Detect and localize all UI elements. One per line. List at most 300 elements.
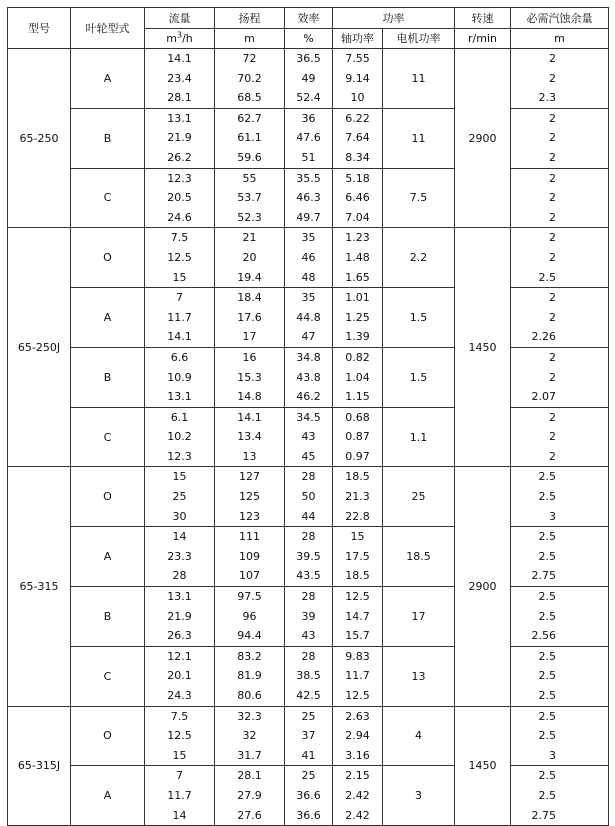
npsh-cell-value: 2: [549, 430, 556, 444]
shaft-power-cell-value: 15: [350, 530, 365, 544]
head-cell-value: 19.4: [237, 270, 262, 284]
npsh-cell-value: 2: [549, 449, 556, 463]
head-cell-value: 15.3: [237, 370, 262, 384]
npsh-cell-value: 2: [549, 350, 556, 364]
head-cell-value: 20: [242, 250, 257, 264]
table-row: [8, 108, 609, 168]
head-cell-value: 27.9: [237, 788, 262, 802]
flow-cell-value: 14: [172, 808, 187, 822]
motor-power-cell: 1.5: [383, 288, 455, 348]
npsh-cell-value: 3: [549, 509, 556, 523]
shaft-power-cell-value: 8.34: [345, 150, 370, 164]
shaft-power-cell-value: 6.46: [345, 191, 370, 205]
shaft-power-cell-value: 2.42: [345, 808, 370, 822]
npsh-cell-value: 2.5: [538, 530, 556, 544]
shaft-power-cell-value: 7.04: [345, 210, 370, 224]
motor-power-cell: 7.5: [383, 168, 455, 228]
head-cell-value: 72: [242, 52, 257, 65]
shaft-power-cell-value: 1.15: [345, 390, 370, 404]
flow-cell: [145, 587, 215, 647]
npsh-cell-value: 3: [549, 748, 556, 762]
header-efficiency-unit: %: [285, 28, 333, 49]
flow-cell-value: 7: [176, 291, 183, 305]
shaft-power-cell-value: 5.18: [345, 171, 370, 185]
flow-cell: [145, 407, 215, 467]
header-model: 型号: [8, 8, 71, 49]
shaft-power-cell: [333, 228, 383, 288]
efficiency-cell-value: 34.8: [296, 350, 321, 364]
efficiency-cell-value: 48: [301, 270, 316, 284]
speed-cell: 1450: [455, 706, 511, 826]
npsh-cell-value: 2: [549, 150, 556, 164]
head-cell: [215, 347, 285, 407]
shaft-power-cell-value: 2.63: [345, 709, 370, 723]
npsh-cell-value: 2.5: [538, 788, 556, 802]
npsh-cell-value: 2.07: [531, 390, 556, 404]
flow-cell-value: 13.1: [167, 390, 192, 404]
head-cell-value: 32.3: [237, 709, 262, 723]
impeller-type-cell: A: [71, 49, 145, 109]
motor-power-cell: 1.1: [383, 407, 455, 467]
flow-cell-value: 14: [172, 530, 187, 544]
motor-power-cell: 11: [383, 108, 455, 168]
efficiency-cell-value: 25: [301, 769, 316, 783]
head-cell: [215, 587, 285, 647]
flow-cell-value: 10.2: [167, 430, 192, 444]
flow-cell-value: 24.6: [167, 210, 192, 224]
header-efficiency: 效率: [285, 8, 333, 29]
shaft-power-cell: [333, 706, 383, 766]
model-cell: 65-250: [8, 49, 71, 228]
head-cell-value: 83.2: [237, 649, 262, 663]
flow-cell-value: 6.1: [170, 410, 189, 424]
shaft-power-cell-value: 1.23: [345, 231, 370, 245]
motor-power-cell: 18.5: [383, 527, 455, 587]
flow-cell-value: 12.1: [167, 649, 192, 663]
impeller-type-cell: O: [71, 706, 145, 766]
table-row: [8, 49, 609, 109]
impeller-type-cell: B: [71, 587, 145, 647]
flow-cell: [145, 228, 215, 288]
efficiency-cell: [285, 228, 333, 288]
npsh-cell-value: 2: [549, 71, 556, 85]
efficiency-cell-value: 39: [301, 609, 316, 623]
header-head-unit: m: [215, 28, 285, 49]
efficiency-cell-value: 51: [301, 150, 316, 164]
flow-cell-value: 20.5: [167, 191, 192, 205]
flow-cell-value: 7: [176, 769, 183, 783]
head-cell-value: 17: [242, 330, 257, 344]
head-cell-value: 111: [239, 530, 260, 544]
table-row: [8, 706, 609, 766]
header-npsh-unit: m: [511, 28, 609, 49]
shaft-power-cell-value: 2.15: [345, 769, 370, 783]
npsh-cell-value: 2.75: [531, 808, 556, 822]
head-cell-value: 127: [239, 470, 260, 484]
efficiency-cell: [285, 347, 333, 407]
npsh-cell-value: 2.26: [531, 330, 556, 344]
efficiency-cell-value: 34.5: [296, 410, 321, 424]
npsh-cell-value: 2: [549, 231, 556, 245]
table-row: [8, 646, 609, 706]
flow-cell: [145, 646, 215, 706]
npsh-cell: [511, 228, 609, 288]
shaft-power-cell-value: 6.22: [345, 111, 370, 125]
efficiency-cell-value: 35.5: [296, 171, 321, 185]
shaft-power-cell-value: 1.01: [345, 291, 370, 305]
npsh-cell-value: 2.5: [538, 590, 556, 604]
efficiency-cell-value: 36.6: [296, 788, 321, 802]
npsh-cell-value: 2.5: [538, 649, 556, 663]
efficiency-cell-value: 28: [301, 590, 316, 604]
impeller-type-cell: A: [71, 288, 145, 348]
flow-cell-value: 12.3: [167, 171, 192, 185]
motor-power-cell: 1.5: [383, 347, 455, 407]
shaft-power-cell-value: 12.5: [345, 689, 370, 702]
efficiency-cell-value: 45: [301, 449, 316, 463]
impeller-type-cell: A: [71, 766, 145, 826]
efficiency-cell: [285, 108, 333, 168]
flow-cell-value: 7.5: [170, 231, 189, 245]
motor-power-cell: 13: [383, 646, 455, 706]
efficiency-cell: [285, 49, 333, 109]
npsh-cell: [511, 766, 609, 826]
efficiency-cell-value: 43: [301, 629, 316, 643]
flow-cell-value: 11.7: [167, 788, 192, 802]
flow-cell-value: 14.1: [167, 330, 192, 344]
shaft-power-cell-value: 17.5: [345, 549, 370, 563]
head-cell-value: 21: [242, 231, 257, 245]
head-cell-value: 81.9: [237, 669, 262, 683]
flow-cell: [145, 347, 215, 407]
head-cell: [215, 706, 285, 766]
head-cell: [215, 646, 285, 706]
flow-cell-value: 20.1: [167, 669, 192, 683]
header-shaft-power: 轴功率: [333, 28, 383, 49]
head-cell-value: 32: [242, 729, 257, 743]
header-head: 扬程: [215, 8, 285, 29]
npsh-cell: [511, 587, 609, 647]
head-cell-value: 80.6: [237, 689, 262, 702]
efficiency-cell-value: 44.8: [296, 310, 321, 324]
shaft-power-cell-value: 0.68: [345, 410, 370, 424]
npsh-cell-value: 2.5: [538, 689, 556, 702]
head-cell-value: 13.4: [237, 430, 262, 444]
efficiency-cell: [285, 288, 333, 348]
efficiency-cell-value: 46: [301, 250, 316, 264]
shaft-power-cell-value: 1.48: [345, 250, 370, 264]
head-cell: [215, 288, 285, 348]
flow-cell: [145, 168, 215, 228]
flow-cell: [145, 527, 215, 587]
head-cell-value: 52.3: [237, 210, 262, 224]
flow-cell: [145, 288, 215, 348]
efficiency-cell-value: 41: [301, 748, 316, 762]
table-row: [8, 766, 609, 826]
motor-power-cell: 4: [383, 706, 455, 766]
npsh-cell-value: 2: [549, 111, 556, 125]
header-impeller: 叶轮型式: [71, 8, 145, 49]
speed-cell: 1450: [455, 228, 511, 467]
flow-cell-value: 25: [172, 490, 187, 504]
efficiency-cell-value: 43.5: [296, 569, 321, 583]
shaft-power-cell-value: 9.14: [345, 71, 370, 85]
motor-power-cell: 3: [383, 766, 455, 826]
efficiency-cell-value: 47: [301, 330, 316, 344]
shaft-power-cell-value: 10: [350, 91, 365, 105]
flow-cell-value: 13.1: [167, 111, 192, 125]
table-row: [8, 467, 609, 527]
header-speed: 转速: [455, 8, 511, 29]
header-npsh: 必需汽蚀余量: [511, 8, 609, 29]
motor-power-cell: 25: [383, 467, 455, 527]
flow-cell-value: 12.5: [167, 250, 192, 264]
shaft-power-cell: [333, 467, 383, 527]
npsh-cell-value: 2: [549, 52, 556, 65]
shaft-power-cell-value: 1.04: [345, 370, 370, 384]
efficiency-cell-value: 37: [301, 729, 316, 743]
model-cell: 65-250J: [8, 228, 71, 467]
shaft-power-cell-value: 1.65: [345, 270, 370, 284]
head-cell-value: 27.6: [237, 808, 262, 822]
speed-cell: 2900: [455, 49, 511, 228]
motor-power-cell: 2.2: [383, 228, 455, 288]
flow-cell-value: 7.5: [170, 709, 189, 723]
flow-cell-value: 28: [172, 569, 187, 583]
efficiency-cell: [285, 706, 333, 766]
head-cell-value: 28.1: [237, 769, 262, 783]
npsh-cell-value: 2.5: [538, 769, 556, 783]
efficiency-cell-value: 35: [301, 291, 316, 305]
npsh-cell-value: 2.56: [531, 629, 556, 643]
head-cell-value: 17.6: [237, 310, 262, 324]
npsh-cell-value: 2.5: [538, 729, 556, 743]
npsh-cell: [511, 49, 609, 109]
header-flow-unit: $m^3/h$: [145, 28, 215, 49]
shaft-power-cell: [333, 646, 383, 706]
head-cell-value: 16: [242, 350, 257, 364]
head-cell-value: 70.2: [237, 71, 262, 85]
efficiency-cell-value: 25: [301, 709, 316, 723]
flow-cell: [145, 49, 215, 109]
npsh-cell-value: 2.3: [538, 91, 556, 105]
shaft-power-cell-value: 0.82: [345, 350, 370, 364]
impeller-type-cell: C: [71, 168, 145, 228]
shaft-power-cell-value: 7.55: [345, 52, 370, 65]
efficiency-cell: [285, 467, 333, 527]
head-cell-value: 55: [242, 171, 257, 185]
flow-cell-value: 24.3: [167, 689, 192, 702]
head-cell: [215, 527, 285, 587]
npsh-cell-value: 2: [549, 210, 556, 224]
flow-cell-value: 21.9: [167, 131, 192, 145]
npsh-cell: [511, 168, 609, 228]
head-cell-value: 97.5: [237, 590, 262, 604]
head-cell-value: 61.1: [237, 131, 262, 145]
head-cell: [215, 168, 285, 228]
flow-cell-value: 13.1: [167, 590, 192, 604]
shaft-power-cell-value: 1.25: [345, 310, 370, 324]
npsh-cell: [511, 407, 609, 467]
head-cell-value: 53.7: [237, 191, 262, 205]
flow-cell-value: 23.3: [167, 549, 192, 563]
efficiency-cell-value: 49: [301, 71, 316, 85]
flow-cell-value: 28.1: [167, 91, 192, 105]
flow-cell-value: 15: [172, 470, 187, 484]
model-cell: 65-315: [8, 467, 71, 706]
efficiency-cell-value: 38.5: [296, 669, 321, 683]
efficiency-cell-value: 52.4: [296, 91, 321, 105]
efficiency-cell-value: 39.5: [296, 549, 321, 563]
motor-power-cell: 17: [383, 587, 455, 647]
shaft-power-cell-value: 18.5: [345, 470, 370, 484]
head-cell-value: 14.8: [237, 390, 262, 404]
head-cell-value: 125: [239, 490, 260, 504]
shaft-power-cell: [333, 527, 383, 587]
efficiency-cell-value: 49.7: [296, 210, 321, 224]
shaft-power-cell-value: 2.42: [345, 788, 370, 802]
efficiency-cell-value: 36.5: [296, 52, 321, 65]
shaft-power-cell-value: 3.16: [345, 748, 370, 762]
npsh-cell-value: 2: [549, 250, 556, 264]
header-motor-power: 电机功率: [383, 28, 455, 49]
motor-power-cell: 11: [383, 49, 455, 109]
table-row: [8, 527, 609, 587]
shaft-power-cell-value: 21.3: [345, 490, 370, 504]
shaft-power-cell-value: 18.5: [345, 569, 370, 583]
flow-cell: [145, 706, 215, 766]
table-row: [8, 288, 609, 348]
impeller-type-cell: B: [71, 108, 145, 168]
flow-cell: [145, 467, 215, 527]
header-power: 功率: [333, 8, 455, 29]
efficiency-cell-value: 28: [301, 530, 316, 544]
impeller-type-cell: C: [71, 646, 145, 706]
efficiency-cell-value: 46.2: [296, 390, 321, 404]
impeller-type-cell: A: [71, 527, 145, 587]
table-row: [8, 587, 609, 647]
flow-cell-value: 6.6: [170, 350, 189, 364]
table-row: [8, 168, 609, 228]
shaft-power-cell-value: 1.39: [345, 330, 370, 344]
npsh-cell-value: 2.5: [538, 470, 556, 484]
efficiency-cell-value: 43.8: [296, 370, 321, 384]
flow-cell-value: 15: [172, 748, 187, 762]
head-cell-value: 31.7: [237, 748, 262, 762]
efficiency-cell-value: 35: [301, 231, 316, 245]
shaft-power-cell-value: 12.5: [345, 590, 370, 604]
efficiency-cell: [285, 527, 333, 587]
npsh-cell-value: 2: [549, 410, 556, 424]
flow-cell-value: 11.7: [167, 310, 192, 324]
efficiency-cell: [285, 168, 333, 228]
flow-cell-value: 12.5: [167, 729, 192, 743]
flow-cell-value: 26.2: [167, 150, 192, 164]
flow-cell-value: 15: [172, 270, 187, 284]
header-flow: 流量: [145, 8, 215, 29]
npsh-cell-value: 2.5: [538, 609, 556, 623]
speed-cell: 2900: [455, 467, 511, 706]
efficiency-cell-value: 46.3: [296, 191, 321, 205]
npsh-cell-value: 2.5: [538, 270, 556, 284]
flow-cell-value: 26.3: [167, 629, 192, 643]
shaft-power-cell-value: 22.8: [345, 509, 370, 523]
head-cell: [215, 49, 285, 109]
efficiency-cell-value: 42.5: [296, 689, 321, 702]
efficiency-cell: [285, 587, 333, 647]
table-header: [8, 8, 609, 49]
efficiency-cell-value: 43: [301, 430, 316, 444]
efficiency-cell-value: 36.6: [296, 808, 321, 822]
shaft-power-cell: [333, 49, 383, 109]
table-row: [8, 228, 609, 288]
flow-cell: [145, 766, 215, 826]
pump-performance-table: [7, 7, 609, 826]
efficiency-cell: [285, 407, 333, 467]
npsh-cell-value: 2: [549, 291, 556, 305]
npsh-cell: [511, 646, 609, 706]
pump-performance-table-container: [7, 7, 608, 826]
npsh-cell-value: 2: [549, 191, 556, 205]
flow-cell-value: 23.4: [167, 71, 192, 85]
npsh-cell: [511, 108, 609, 168]
npsh-cell-value: 2.5: [538, 709, 556, 723]
shaft-power-cell-value: 15.7: [345, 629, 370, 643]
head-cell-value: 96: [242, 609, 257, 623]
head-cell-value: 94.4: [237, 629, 262, 643]
efficiency-cell: [285, 646, 333, 706]
shaft-power-cell: [333, 108, 383, 168]
efficiency-cell-value: 28: [301, 649, 316, 663]
flow-cell-value: 30: [172, 509, 187, 523]
npsh-cell-value: 2.75: [531, 569, 556, 583]
head-cell-value: 62.7: [237, 111, 262, 125]
npsh-cell-value: 2: [549, 310, 556, 324]
npsh-cell-value: 2: [549, 171, 556, 185]
shaft-power-cell-value: 0.87: [345, 430, 370, 444]
head-cell-value: 107: [239, 569, 260, 583]
npsh-cell-value: 2: [549, 370, 556, 384]
shaft-power-cell-value: 9.83: [345, 649, 370, 663]
flow-cell-value: 14.1: [167, 52, 192, 65]
head-cell-value: 18.4: [237, 291, 262, 305]
shaft-power-cell: [333, 168, 383, 228]
shaft-power-cell: [333, 587, 383, 647]
head-cell: [215, 766, 285, 826]
efficiency-cell-value: 28: [301, 470, 316, 484]
flow-cell: [145, 108, 215, 168]
efficiency-cell-value: 36: [301, 111, 316, 125]
npsh-cell: [511, 527, 609, 587]
npsh-cell: [511, 706, 609, 766]
npsh-cell-value: 2.5: [538, 549, 556, 563]
head-cell-value: 59.6: [237, 150, 262, 164]
flow-cell-value: 21.9: [167, 609, 192, 623]
impeller-type-cell: O: [71, 467, 145, 527]
table-row: [8, 347, 609, 407]
head-cell-value: 123: [239, 509, 260, 523]
npsh-cell: [511, 467, 609, 527]
flow-cell-value: 12.3: [167, 449, 192, 463]
table-body: [8, 49, 609, 826]
table-row: [8, 407, 609, 467]
shaft-power-cell: [333, 407, 383, 467]
impeller-type-cell: B: [71, 347, 145, 407]
npsh-cell: [511, 347, 609, 407]
head-cell: [215, 228, 285, 288]
head-cell: [215, 108, 285, 168]
flow-cell-value: 10.9: [167, 370, 192, 384]
